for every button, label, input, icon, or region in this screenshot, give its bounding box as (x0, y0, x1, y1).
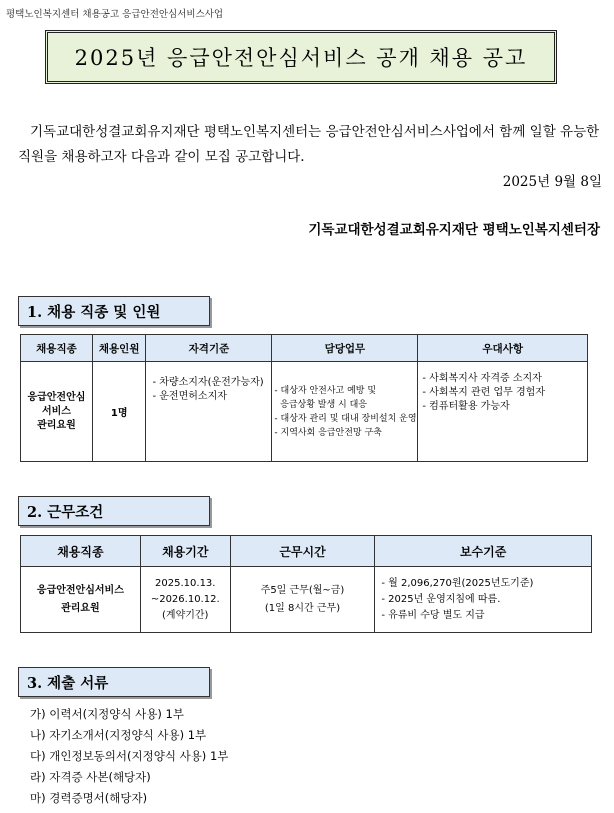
cell-qualifications: - 차량소지자(운전가능자) - 운전면허소지자 (146, 362, 272, 462)
cell-period: 2025.10.13. ~2026.10.12. (계약기간) (140, 567, 230, 633)
intro-paragraph: 기독교대한성결교회유지재단 평택노인복지센터는 응급안전안심서비스사업에서 함께 일할 유능한 직원을 채용하고자 다음과 같이 모집 공고합니다. (18, 124, 600, 165)
list-item: 마) 경력증명서(해당자) (30, 791, 148, 805)
cell-job: 응급안전안심 서비스 관리요원 (21, 362, 93, 462)
table-row (21, 567, 592, 633)
header-duties: 담당업무 (272, 335, 418, 362)
section1-heading: 1. 채용 직종 및 인원 (18, 296, 210, 326)
documents-list (30, 704, 228, 809)
header-preferences: 우대사항 (418, 335, 588, 362)
table-header-row (21, 335, 588, 362)
cell-hours: 주5일 근무(월~금) (1일 8시간 근무) (230, 567, 375, 633)
table-row (21, 362, 588, 462)
header-job: 채용직종 (21, 536, 141, 567)
header-pay: 보수기준 (375, 536, 592, 567)
list-item: 나) 자기소개서(지정양식 사용) 1부 (30, 728, 207, 742)
page-title: 2025년 응급안전안심서비스 공개 채용 공고 (45, 30, 557, 84)
cell-count: 1명 (92, 362, 146, 462)
conditions-table (20, 535, 592, 633)
recruitment-table (20, 334, 588, 462)
cell-pay: - 월 2,096,270원(2025년도기준) - 2025년 운영지침에 따름. - 유류비 수당 별도 지급 (375, 567, 592, 633)
header-job: 채용직종 (21, 335, 93, 362)
cell-duties: - 대상자 안전사고 예방 및 응급상황 발생 시 대응 - 대상자 관리 및 대내 장비설치 운영 - 지역사회 응급안전망 구축 (272, 362, 418, 462)
list-item: 다) 개인정보동의서(지정양식 사용) 1부 (30, 749, 229, 763)
announcement-date: 2025년 9월 8일 (502, 174, 602, 190)
section2-heading: 2. 근무조건 (18, 496, 210, 526)
list-item: 가) 이력서(지정양식 사용) 1부 (30, 707, 184, 721)
organization-name: 기독교대한성결교회유지재단 평택노인복지센터장 (308, 222, 600, 238)
table-header-row (21, 536, 592, 567)
section3-heading: 3. 제출 서류 (18, 667, 210, 697)
header-qualifications: 자격기준 (146, 335, 272, 362)
header-period: 채용기간 (140, 536, 230, 567)
cell-job: 응급안전안심서비스 관리요원 (21, 567, 141, 633)
list-item: 라) 자격증 사본(해당자) (30, 770, 151, 784)
header-meta: 평택노인복지센터 채용공고 응급안전안심서비스사업 (6, 9, 224, 20)
header-count: 채용인원 (92, 335, 146, 362)
header-hours: 근무시간 (230, 536, 375, 567)
cell-preferences: - 사회복지사 자격증 소지자 - 사회복지 관련 업무 경험자 - 컴퓨터활용 가능자 (418, 362, 588, 462)
